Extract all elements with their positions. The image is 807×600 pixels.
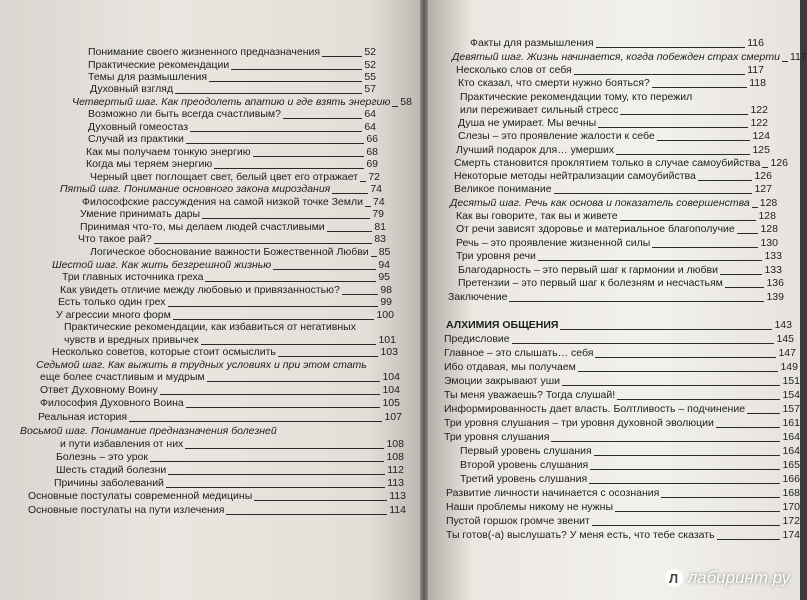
toc-entry — [28, 489, 406, 503]
toc-entry-title: Ответ Духовному Воину — [40, 384, 158, 396]
toc-leader-line — [509, 301, 764, 302]
toc-entry-title: Основные постулаты на пути излечения — [28, 504, 225, 516]
toc-entry-title: Факты для размышления — [470, 37, 594, 49]
toc-entry-title: Как мы получаем тонкую энергию — [86, 146, 251, 158]
toc-entry-title: Пятый шаг. Понимание основного закона мироздания — [60, 183, 331, 195]
toc-entry — [456, 63, 764, 77]
toc-entry-title: Девятый шаг. Жизнь начинается, когда побежден страх смерти — [452, 51, 780, 63]
toc-entry-title: Возможно ли быть всегда счастливым? — [88, 108, 281, 120]
toc-entry — [456, 249, 782, 263]
toc-leader-line — [762, 167, 768, 168]
toc-leader-line — [322, 56, 362, 57]
toc-page-number: 117 — [747, 64, 764, 76]
toc-entry-title: Претензии – это первый шаг к болезням и несчастьям — [458, 277, 723, 289]
toc-page-number: 99 — [380, 296, 392, 308]
toc-page-number: 174 — [782, 529, 800, 541]
toc-page-number: 105 — [382, 397, 400, 409]
toc-entry — [60, 437, 404, 451]
toc-leader-line — [186, 407, 381, 408]
toc-entry — [454, 156, 788, 170]
toc-entry-title: Ты меня уважаешь? Тогда слушай! — [444, 389, 616, 401]
toc-entry — [458, 129, 770, 143]
toc-leader-line — [538, 260, 763, 261]
toc-leader-line — [652, 247, 758, 248]
toc-page-number: 55 — [364, 71, 376, 83]
toc-entry — [444, 374, 800, 388]
toc-leader-line — [551, 441, 780, 442]
toc-entry-title: Второй уровень слушания — [460, 459, 589, 471]
toc-entry — [78, 232, 386, 246]
toc-entry — [446, 528, 800, 542]
toc-page-number: 85 — [378, 246, 391, 258]
book-gutter — [420, 0, 428, 600]
toc-entry-title: Духовный гомеостаз — [88, 121, 189, 133]
toc-entry-title: Как вы говорите, так вы и живете — [456, 210, 618, 222]
toc-entry — [80, 207, 384, 221]
toc-entry-title: Главное – это слышать… себя — [444, 347, 594, 359]
toc-leader-line — [554, 193, 753, 194]
toc-entry-title: Смерть становится проклятием только в случае самоубийства — [454, 157, 761, 169]
toc-page-number: 74 — [372, 196, 385, 208]
toc-leader-line — [737, 233, 759, 234]
toc-page-number: 57 — [364, 83, 376, 95]
toc-entry-title: Слезы – это проявление жалости к себе — [458, 130, 655, 142]
toc-entry-title: Практические рекомендации — [88, 59, 230, 71]
toc-entry-title: Третий уровень слушания — [460, 473, 588, 485]
toc-page-number: 98 — [380, 284, 392, 296]
toc-page-number: 58 — [400, 96, 412, 108]
toc-page-number: 108 — [386, 438, 404, 450]
toc-entry-title: еще более счастливым и мудрым — [40, 371, 205, 383]
toc-page-number: 145 — [776, 333, 794, 345]
toc-page-number: 112 — [387, 464, 404, 476]
toc-entry — [460, 472, 800, 486]
toc-leader-line — [129, 421, 382, 422]
toc-entry-title: Седьмой шаг. Как выжить в трудных условиях и при этом стать — [36, 359, 367, 371]
toc-entry — [60, 182, 382, 196]
toc-entry — [40, 396, 400, 410]
toc-entry — [64, 320, 394, 334]
toc-page-number: 136 — [766, 277, 784, 289]
toc-leader-line — [698, 180, 753, 181]
toc-leader-line — [283, 118, 362, 119]
toc-entry-title: Речь – это проявление жизненной силы — [456, 237, 651, 249]
toc-page-number: 72 — [368, 171, 380, 183]
toc-entry — [38, 410, 402, 424]
toc-entry-title: Лучший подарок для… умерших — [456, 144, 615, 156]
toc-entry — [446, 500, 800, 514]
toc-entry — [458, 263, 782, 277]
toc-leader-line — [652, 87, 748, 88]
toc-entry-title: Заключение — [448, 291, 508, 303]
watermark-text: лабиринт.ру — [687, 568, 790, 587]
toc-page-number: 113 — [389, 490, 406, 502]
toc-page-number: 154 — [782, 389, 800, 401]
toc-leader-line — [168, 474, 385, 475]
toc-leader-line — [747, 413, 780, 414]
toc-entry-title: Умение принимать дары — [80, 208, 201, 220]
toc-page-number: 116 — [747, 37, 764, 49]
toc-leader-line — [716, 427, 781, 428]
toc-entry — [458, 276, 784, 290]
toc-entry-title: Четвертый шаг. Как преодолеть апатию и где взять энергию — [72, 96, 391, 108]
toc-entry-title: Первый уровень слушания — [460, 445, 592, 457]
toc-entry — [20, 424, 404, 438]
toc-entry-title: чувств и вредных привычек — [64, 334, 199, 346]
toc-entry — [444, 430, 800, 444]
toc-page-number: 143 — [774, 319, 792, 331]
toc-leader-line — [657, 140, 751, 141]
toc-leader-line — [616, 154, 750, 155]
toc-entry-title: Предисловие — [444, 333, 510, 345]
toc-leader-line — [596, 47, 746, 48]
toc-leader-line — [620, 220, 757, 221]
toc-leader-line — [595, 357, 776, 358]
toc-entry-title: Шесть стадий болезни — [56, 464, 167, 476]
toc-page-number: 139 — [766, 291, 784, 303]
toc-entry-title: Некоторые методы нейтрализации самоубийства — [454, 170, 696, 182]
toc-entry-title: От речи зависят здоровье и материальное благополучие — [456, 223, 735, 235]
toc-entry-title: Ибо отдавая, мы получаем — [444, 361, 576, 373]
toc-leader-line — [207, 381, 381, 382]
toc-entry — [470, 36, 764, 50]
toc-page-number: 69 — [366, 158, 378, 170]
toc-page-number: 64 — [364, 121, 376, 133]
toc-entry — [448, 290, 784, 304]
toc-leader-line — [168, 306, 379, 307]
toc-entry-title: Три уровня слушания — [444, 431, 550, 443]
toc-leader-line — [725, 287, 765, 288]
toc-page-number: 114 — [389, 504, 406, 516]
toc-leader-line — [782, 61, 788, 62]
toc-entry-title: Черный цвет поглощает свет, белый цвет его отражает — [90, 171, 359, 183]
toc-entry — [444, 416, 800, 430]
toc-entry — [90, 82, 376, 96]
toc-leader-line — [175, 93, 362, 94]
toc-leader-line — [214, 168, 364, 169]
toc-entry — [444, 388, 800, 402]
toc-leader-line — [202, 218, 370, 219]
toc-entry-title: или переживает сильный стресс — [460, 104, 619, 116]
toc-entry-title: Есть только один грех — [58, 296, 166, 308]
toc-entry — [88, 45, 376, 59]
toc-page-number: 128 — [758, 210, 776, 222]
toc-entry — [446, 514, 800, 528]
toc-page-number: 52 — [364, 46, 376, 58]
toc-entry-title: У агрессии много форм — [56, 309, 171, 321]
toc-entry — [40, 370, 400, 384]
toc-leader-line — [371, 256, 377, 257]
toc-leader-line — [154, 243, 373, 244]
toc-page-number: 165 — [782, 459, 800, 471]
toc-page-number: 103 — [380, 346, 398, 358]
toc-page-number: 79 — [372, 208, 384, 220]
toc-page-number: 104 — [382, 371, 400, 383]
toc-leader-line — [160, 394, 381, 395]
toc-page-number: 108 — [386, 451, 404, 463]
toc-entry-title: Реальная история — [38, 411, 128, 423]
toc-page-number: 151 — [782, 375, 800, 387]
toc-entry-title: Что такое рай? — [78, 233, 152, 245]
toc-entry-title: Основные постулаты современной медицины — [28, 490, 253, 502]
toc-entry — [54, 476, 404, 490]
toc-page-number: 122 — [750, 104, 768, 116]
toc-leader-line — [590, 469, 780, 470]
toc-entry — [444, 346, 796, 360]
toc-page-number: 100 — [376, 309, 394, 321]
toc-leader-line — [226, 514, 387, 515]
toc-page-number: 149 — [780, 361, 798, 373]
toc-page-number: 166 — [782, 473, 800, 485]
toc-entry-title: Темы для размышления — [88, 71, 208, 83]
toc-entry-title: Душа не умирает. Мы вечны — [458, 117, 597, 129]
toc-leader-line — [278, 356, 379, 357]
toc-page-number: 126 — [754, 170, 772, 182]
toc-page-number: 107 — [384, 411, 402, 423]
toc-entry-title: Развитие личности начинается с осознания — [446, 487, 660, 499]
toc-page-number: 128 — [759, 197, 778, 209]
toc-page-number: 161 — [782, 417, 800, 429]
toc-page-number: 74 — [370, 183, 382, 195]
toc-entry-title: Информированность дает власть. Болтливость – подчинение — [444, 403, 746, 415]
toc-page-number: 172 — [782, 515, 800, 527]
toc-leader-line — [512, 343, 775, 344]
toc-page-number: 130 — [760, 237, 778, 249]
toc-entry — [40, 383, 400, 397]
toc-entry — [58, 295, 392, 309]
toc-entry — [456, 222, 778, 236]
toc-leader-line — [574, 74, 746, 75]
toc-entry — [56, 450, 404, 464]
toc-entry — [52, 345, 398, 359]
toc-page-number: 95 — [378, 271, 390, 283]
toc-page-number: 157 — [782, 403, 800, 415]
toc-page-number: 168 — [782, 487, 800, 499]
toc-leader-line — [617, 399, 780, 400]
toc-entry — [444, 360, 798, 374]
toc-page-number: 164 — [782, 431, 800, 443]
toc-entry — [454, 182, 772, 196]
toc-page-number: 94 — [378, 259, 390, 271]
toc-entry — [460, 458, 800, 472]
toc-entry — [452, 50, 807, 64]
toc-leader-line — [186, 143, 364, 144]
toc-entry-title: Случай из практики — [88, 133, 184, 145]
toc-leader-line — [661, 497, 780, 498]
toc-entry-title: Три уровня слушания – три уровня духовной эволюции — [444, 417, 714, 429]
toc-page-number: 126 — [770, 157, 788, 169]
labyrinth-logo-icon: Л — [665, 569, 683, 587]
toc-entry — [456, 209, 776, 223]
toc-page-number: 83 — [374, 233, 386, 245]
toc-leader-line — [185, 448, 384, 449]
toc-entry — [456, 143, 770, 157]
toc-page-number: 125 — [752, 144, 770, 156]
toc-entry — [444, 402, 800, 416]
toc-entry-title: Логическое обоснование важности Божественной Любви — [90, 246, 369, 258]
toc-leader-line — [205, 281, 376, 282]
toc-entry-title: Философские рассуждения на самой низкой точке Земли — [82, 196, 363, 208]
toc-entry — [62, 270, 390, 284]
toc-entry-title: Три главных источника греха — [62, 271, 204, 283]
toc-leader-line — [392, 106, 398, 107]
toc-entry-title: Когда мы теряем энергию — [86, 158, 213, 170]
toc-entry-title: АЛХИМИЯ ОБЩЕНИЯ — [446, 319, 559, 331]
toc-page-number: 101 — [378, 334, 396, 346]
toc-page-number: 104 — [382, 384, 400, 396]
toc-page-number: 122 — [750, 117, 768, 129]
toc-entry — [456, 236, 778, 250]
toc-entry-title: Причины заболеваний — [54, 477, 164, 489]
toc-entry — [454, 169, 772, 183]
toc-page-number: 68 — [366, 146, 378, 158]
toc-entry — [88, 107, 376, 121]
toc-entry-title: и пути избавления от них — [60, 438, 184, 450]
toc-entry-title: Как увидеть отличие между любовью и привязанностью? — [60, 284, 340, 296]
toc-entry-title: Великое понимание — [454, 183, 552, 195]
toc-page-number: 113 — [387, 477, 404, 489]
toc-page-number: 127 — [754, 183, 772, 195]
toc-page-number: 128 — [760, 223, 778, 235]
toc-entry — [460, 103, 768, 117]
toc-entry-title: Несколько советов, которые стоит осмыслить — [52, 346, 276, 358]
toc-entry — [444, 332, 794, 346]
toc-leader-line — [562, 385, 780, 386]
toc-leader-line — [594, 455, 781, 456]
toc-entry — [460, 444, 800, 458]
toc-page-number: 133 — [764, 264, 782, 276]
toc-leader-line — [560, 329, 772, 330]
toc-leader-line — [150, 461, 384, 462]
toc-entry-title: Кто сказал, что смерти нужно бояться? — [458, 77, 650, 89]
toc-entry-title: Несколько слов от себя — [456, 64, 572, 76]
toc-page-number: 118 — [749, 77, 766, 89]
toc-page-number: 117 — [789, 51, 807, 63]
toc-leader-line — [620, 114, 748, 115]
toc-entry — [28, 503, 406, 517]
toc-entry-title: Шестой шаг. Как жить безгрешной жизнью — [52, 259, 272, 271]
toc-entry — [458, 116, 768, 130]
toc-entry-title: Философия Духовного Воина — [40, 397, 184, 409]
toc-entry-title: Пустой горшок громче звенит — [446, 515, 590, 527]
toc-leader-line — [254, 500, 387, 501]
toc-leader-line — [717, 539, 781, 540]
toc-entry — [86, 157, 378, 171]
toc-entry-title: Понимание своего жизненного предназначения — [88, 46, 321, 58]
toc-page-number: 52 — [364, 59, 376, 71]
toc-entry-title: Принимая что-то, мы делаем людей счастливыми — [80, 221, 325, 233]
toc-entry — [90, 245, 391, 259]
toc-leader-line — [752, 207, 758, 208]
toc-page-number: 124 — [752, 130, 770, 142]
toc-page-number: 170 — [782, 501, 800, 513]
toc-entry-title: Благодарность – это первый шаг к гармонии и любви — [458, 264, 718, 276]
toc-page-number: 147 — [778, 347, 796, 359]
toc-entry — [56, 463, 404, 477]
toc-entry-title: Практические рекомендации тому, кто пережил — [460, 91, 693, 103]
toc-page-number: 66 — [366, 133, 378, 145]
toc-entry-title: Эмоции закрывают уши — [444, 375, 560, 387]
toc-entry-title: Десятый шаг. Речь как основа и показатель совершенства — [450, 197, 750, 209]
toc-entry — [88, 132, 378, 146]
toc-entry — [446, 318, 792, 332]
toc-page-number: 64 — [364, 108, 376, 120]
toc-leader-line — [578, 371, 779, 372]
toc-entry-title: Болезнь – это урок — [56, 451, 148, 463]
toc-entry-title: Наши проблемы никому не нужны — [446, 501, 613, 513]
toc-entry-title: Практические рекомендации, как избавиться от негативных — [64, 321, 356, 333]
toc-entry-title: Духовный взгляд — [90, 83, 174, 95]
right-page — [428, 0, 807, 600]
toc-entry — [460, 90, 764, 104]
toc-entry — [450, 196, 776, 210]
toc-leader-line — [592, 525, 781, 526]
toc-leader-line — [589, 483, 780, 484]
toc-leader-line — [720, 274, 762, 275]
toc-leader-line — [598, 127, 748, 128]
toc-entry-title: Восьмой шаг. Понимание предназначения болезней — [20, 425, 277, 437]
toc-page-number: 81 — [374, 221, 386, 233]
toc-leader-line — [332, 193, 368, 194]
toc-entry — [446, 486, 800, 500]
toc-entry-title: Три уровня речи — [456, 250, 536, 262]
toc-page-number: 164 — [782, 445, 800, 457]
toc-page-number: 133 — [764, 250, 782, 262]
toc-leader-line — [615, 511, 780, 512]
toc-entry-title: Ты готов(-а) выслушать? У меня есть, что тебе сказать — [446, 529, 715, 541]
toc-leader-line — [166, 487, 385, 488]
watermark-logo — [665, 568, 790, 588]
toc-entry — [458, 76, 766, 90]
